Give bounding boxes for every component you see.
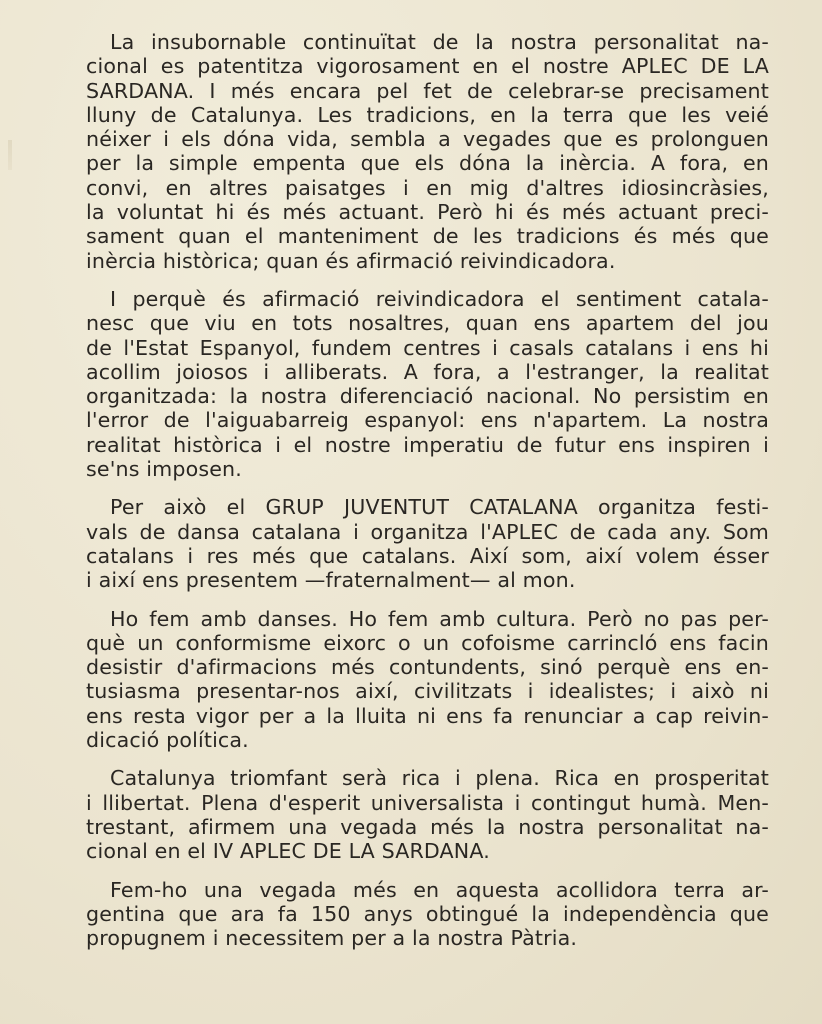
text-line: ens resta vigor per a la lluita ni ens fa renunciar a cap reivin- bbox=[86, 703, 769, 728]
paragraph-4 bbox=[86, 607, 769, 753]
text-line: desistir d'afirmacions més contundents, sinó perquè ens en- bbox=[86, 655, 769, 680]
text-line: I perquè és afirmació reivindicadora el sentiment catala- bbox=[110, 286, 769, 311]
paragraph-3 bbox=[86, 495, 769, 592]
page-edge-mark bbox=[8, 140, 12, 170]
text-line: Catalunya triomfant serà rica i plena. Rica en prosperitat bbox=[110, 766, 769, 791]
text-line: dicació política. bbox=[86, 728, 249, 753]
text-line: néixer i els dóna vida, sembla a vegades que es prolonguen bbox=[86, 127, 769, 152]
text-line: Ho fem amb danses. Ho fem amb cultura. Però no pas per- bbox=[110, 606, 769, 631]
text-line: propugnem i necessitem per a la nostra Pàtria. bbox=[86, 926, 578, 951]
text-line: acollim joiosos i alliberats. A fora, a l'estranger, la realitat bbox=[86, 359, 769, 384]
text-line: La insubornable continuïtat de la nostra personalitat na- bbox=[110, 30, 769, 54]
text-line: organitzada: la nostra diferenciació nacional. No persistim en bbox=[86, 384, 769, 409]
text-line: què un conformisme eixorc o un cofoisme carrincló ens facin bbox=[86, 630, 769, 655]
document-page bbox=[86, 30, 769, 1000]
text-line: se'ns imposen. bbox=[86, 457, 242, 482]
text-line: nesc que viu en tots nosaltres, quan ens apartem del jou bbox=[86, 311, 769, 336]
text-line: cional en el IV APLEC DE LA SARDANA. bbox=[86, 839, 490, 864]
text-line: l'error de l'aiguabarreig espanyol: ens n'apartem. La nostra bbox=[86, 408, 769, 433]
text-line: lluny de Catalunya. Les tradicions, en la terra que les veié bbox=[86, 102, 769, 127]
text-line: catalans i res més que catalans. Així som, així volem ésser bbox=[86, 543, 769, 568]
paragraph-6 bbox=[86, 878, 769, 951]
text-line: per la simple empenta que els dóna la inèrcia. A fora, en bbox=[86, 151, 769, 176]
text-line: convi, en altres paisatges i en mig d'altres idiosincràsies, bbox=[86, 175, 769, 200]
text-line: vals de dansa catalana i organitza l'APLEC de cada any. Som bbox=[86, 519, 769, 544]
text-line: inèrcia històrica; quan és afirmació reivindicadora. bbox=[86, 248, 616, 273]
text-line: SARDANA. I més encara pel fet de celebrar-se precisament bbox=[86, 78, 769, 103]
paragraph-2 bbox=[86, 287, 769, 481]
text-line: gentina que ara fa 150 anys obtingué la independència que bbox=[86, 901, 769, 926]
text-line: sament quan el manteniment de les tradicions és més que bbox=[86, 224, 769, 249]
text-line: la voluntat hi és més actuant. Però hi és més actuant preci- bbox=[86, 200, 769, 225]
text-line: cional es patentitza vigorosament en el nostre APLEC DE LA bbox=[86, 54, 769, 79]
text-line: trestant, afirmem una vegada més la nostra personalitat na- bbox=[86, 814, 769, 839]
text-line: realitat històrica i el nostre imperatiu de futur ens inspiren i bbox=[86, 432, 769, 457]
paragraph-5 bbox=[86, 766, 769, 863]
text-line: i llibertat. Plena d'esperit universalista i contingut humà. Men- bbox=[86, 790, 769, 815]
text-line: de l'Estat Espanyol, fundem centres i casals catalans i ens hi bbox=[86, 335, 769, 360]
text-line: i així ens presentem —fraternalment— al mon. bbox=[86, 568, 576, 593]
text-line: Fem-ho una vegada més en aquesta acollidora terra ar- bbox=[110, 877, 769, 902]
paragraph-1 bbox=[86, 30, 769, 273]
text-line: Per això el GRUP JUVENTUT CATALANA organitza festi- bbox=[110, 495, 769, 520]
text-line: tusiasma presentar-nos així, civilitzats i idealistes; i això ni bbox=[86, 679, 769, 704]
